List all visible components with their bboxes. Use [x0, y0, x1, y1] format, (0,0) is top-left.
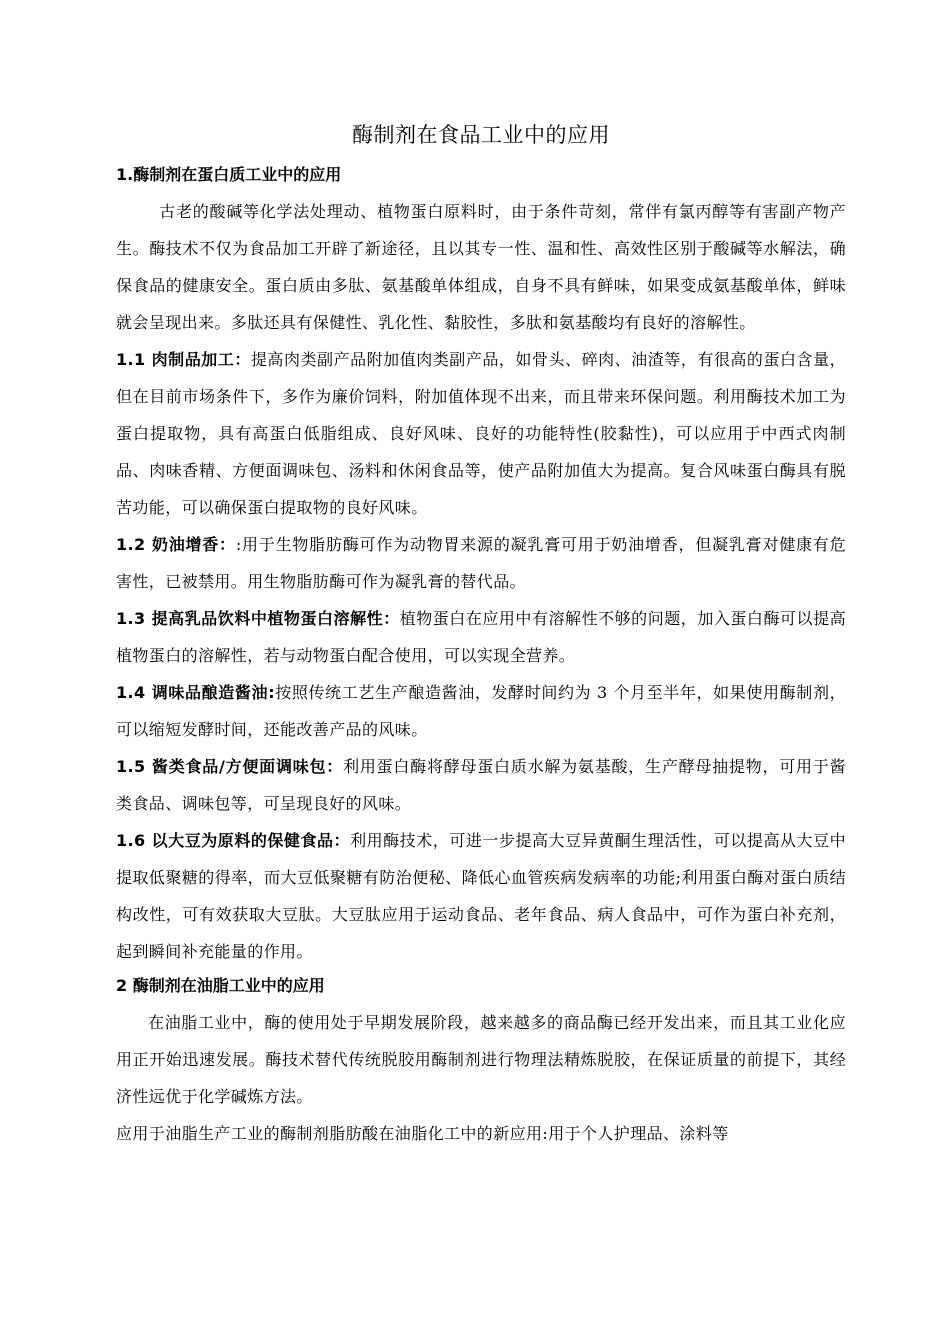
item-1-4	[116, 674, 846, 748]
item-1-1-text: 提高肉类副产品附加值肉类副产品，如骨头、碎肉、油渣等，有很高的蛋白含量，但在目前市场条件下，多作为廉价饲料，附加值体现不出来，而且带来环保问题。利用酶技术加工为蛋白提取物，具有高蛋白低脂组成、良好风味、良好的功能特性(胶黏性)，可以应用于中西式肉制品、肉味香精、方便面调味包、汤料和休闲食品等，使产品附加值大为提高。复合风味蛋白酶具有脱苦功能，可以确保蛋白提取物的良好风味。	[116, 350, 847, 517]
item-1-6	[116, 822, 846, 970]
item-1-1	[116, 341, 846, 526]
section-2-intro: 在油脂工业中，酶的使用处于早期发展阶段，越来越多的商品酶已经开发出来，而且其工业化应用正开始迅速发展。酶技术替代传统脱胶用酶制剂进行物理法精炼脱胶，在保证质量的前提下，其经济性远优于化学碱炼方法。	[116, 1013, 846, 1106]
item-1-4-label: 1.4 调味品酿造酱油:	[116, 683, 275, 702]
item-1-6-label: 1.6 以大豆为原料的保健食品：	[116, 831, 351, 850]
item-1-2-label: 1.2 奶油增香：	[116, 535, 236, 554]
section-2-heading: 2 酶制剂在油脂工业中的应用	[116, 976, 325, 995]
item-1-3	[116, 600, 846, 674]
item-1-5-text: 利用蛋白酶将酵母蛋白质水解为氨基酸，生产酵母抽提物，可用于酱类食品、调味包等，可呈现良好的风味。	[116, 757, 846, 813]
document-body	[116, 118, 846, 1152]
item-1-5	[116, 748, 846, 822]
item-1-3-text: 植物蛋白在应用中有溶解性不够的问题，加入蛋白酶可以提高植物蛋白的溶解性，若与动物蛋白配合使用，可以实现全营养。	[116, 609, 846, 665]
section-1-heading: 1.酶制剂在蛋白质工业中的应用	[116, 165, 342, 184]
document-title: 酶制剂在食品工业中的应用	[352, 123, 610, 147]
item-1-6-text: 利用酶技术，可进一步提高大豆异黄酮生理活性，可以提高从大豆中提取低聚糖的得率，而大豆低聚糖有防治便秘、降低心血管疾病发病率的功能;利用蛋白酶对蛋白质结构改性，可有效获取大豆肽。大豆肽应用于运动食品、老年食品、病人食品中，可作为蛋白补充剂，起到瞬间补充能量的作用。	[116, 831, 846, 961]
item-1-2	[116, 526, 846, 600]
section-1-intro: 古老的酸碱等化学法处理动、植物蛋白原料时，由于条件苛刻，常伴有氯丙醇等有害副产物产生。酶技术不仅为食品加工开辟了新途径，且以其专一性、温和性、高效性区别于酸碱等水解法，确保食品的健康安全。蛋白质由多肽、氨基酸单体组成，自身不具有鲜味，如果变成氨基酸单体，鲜味就会呈现出来。多肽还具有保健性、乳化性、黏胶性，多肽和氨基酸均有良好的溶解性。	[116, 202, 846, 332]
item-1-5-label: 1.5 酱类食品/方便面调味包：	[116, 757, 344, 776]
item-1-3-label: 1.3 提高乳品饮料中植物蛋白溶解性：	[116, 609, 400, 628]
item-1-2-text: :用于生物脂肪酶可作为动物胃来源的凝乳膏可用于奶油增香，但凝乳膏对健康有危害性，已被禁用。用生物脂肪酶可作为凝乳膏的替代品。	[116, 535, 846, 591]
section-2-tail: 应用于油脂生产工业的酶制剂脂肪酸在油脂化工中的新应用:用于个人护理品、涂料等	[116, 1124, 729, 1143]
item-1-4-text: 按照传统工艺生产酿造酱油，发酵时间约为 3 个月至半年，如果使用酶制剂，可以缩短发酵时间，还能改善产品的风味。	[116, 683, 846, 739]
item-1-1-label: 1.1 肉制品加工：	[116, 350, 251, 369]
